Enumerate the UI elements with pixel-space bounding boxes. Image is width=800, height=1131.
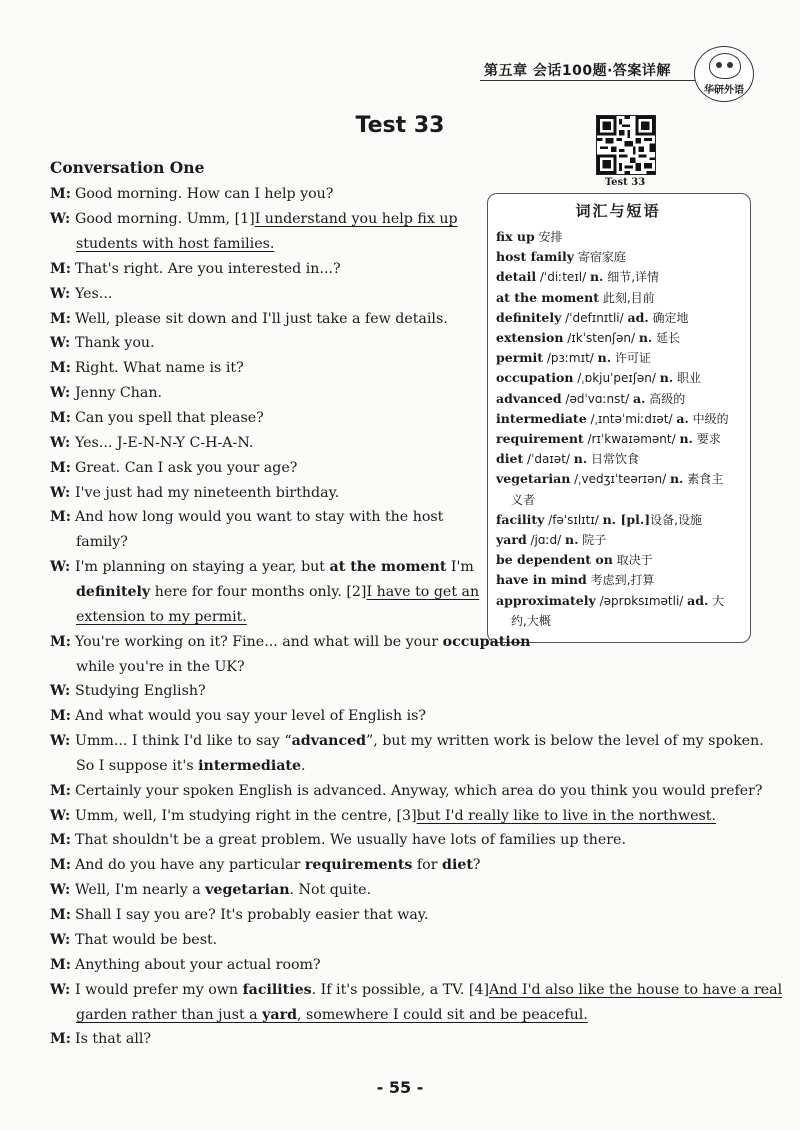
vocab-entry bbox=[496, 288, 655, 308]
vocab-d: 延长 bbox=[652, 331, 681, 345]
vocab-w: occupation bbox=[496, 370, 574, 386]
vocab-w: at the moment bbox=[496, 289, 599, 305]
vocab-d: 设备,设施 bbox=[650, 512, 702, 527]
vocab-pos: n. bbox=[638, 330, 653, 345]
vocab-p: /ˌvedʒɪˈteərɪən/ bbox=[570, 472, 670, 487]
vocab-entry bbox=[496, 227, 563, 247]
dialogue-line: W: I'm planning on staying a year, but at the moment I'm bbox=[50, 559, 474, 575]
logo-text: 华研外语 bbox=[704, 85, 744, 96]
dialogue-line-continued: family? bbox=[76, 534, 128, 550]
vocab-w: advanced bbox=[496, 390, 562, 406]
dialogue-line: W: That would be best. bbox=[50, 932, 218, 948]
dialogue-line: M: Shall I say you are? It's probably easier that way. bbox=[50, 907, 429, 923]
vocab-p: /ˈdiːteɪl/ bbox=[536, 270, 590, 285]
vocab-pos: a. bbox=[632, 390, 646, 406]
dialogue-line: W: Jenny Chan. bbox=[50, 385, 162, 401]
vocab-pos: ad. bbox=[627, 309, 649, 325]
vocab-pos: n. bbox=[589, 269, 604, 285]
vocab-w: vegetarian bbox=[496, 471, 571, 487]
section-title: Conversation One bbox=[50, 158, 205, 177]
vocab-entry-continued bbox=[511, 611, 551, 631]
vocab-d: 院子 bbox=[578, 533, 607, 547]
dialogue-line: M: Right. What name is it? bbox=[50, 360, 244, 376]
dialogue-line-continued: definitely here for four months only. [2]I have to get an bbox=[76, 584, 480, 600]
vocab-p: /əprɒksɪmətli/ bbox=[595, 593, 688, 608]
vocab-p: /fəˈsɪlɪtɪ/ bbox=[544, 512, 603, 527]
vocab-d: 考虑到,打算 bbox=[586, 573, 655, 588]
dialogue-line: M: Is that all? bbox=[50, 1031, 152, 1047]
vocab-w: host family bbox=[496, 249, 575, 265]
vocab-w: facility bbox=[496, 511, 545, 527]
vocab-entry bbox=[496, 348, 651, 368]
vocab-w: yard bbox=[496, 532, 527, 547]
vocab-d: 许可证 bbox=[611, 351, 651, 366]
test-title: Test 33 bbox=[355, 113, 445, 138]
vocab-d: 寄宿家庭 bbox=[574, 250, 626, 265]
header-rule bbox=[480, 80, 700, 81]
dialogue-line: M: That's right. Are you interested in...? bbox=[50, 261, 341, 277]
vocab-p: /pɜːmɪt/ bbox=[543, 351, 598, 366]
vocab-pos: n. bbox=[679, 431, 693, 446]
vocab-w: definitely bbox=[496, 309, 562, 325]
vocab-d: 细节,详情 bbox=[603, 270, 660, 285]
dialogue-line-continued: extension to my permit. bbox=[76, 609, 247, 625]
vocab-w: be dependent on bbox=[496, 552, 613, 568]
dialogue-line-continued: while you're in the UK? bbox=[76, 659, 245, 675]
vocab-entry bbox=[496, 469, 723, 489]
dialogue-line: W: Good morning. Umm, [1]I understand you help fix up bbox=[50, 211, 458, 227]
dialogue-line: M: And what would you say your level of English is? bbox=[50, 708, 427, 724]
dialogue-line: W: I would prefer my own facilities. If it's possible, a TV. [4]And I'd also like the house to have a real bbox=[50, 982, 783, 998]
vocab-p: /ˈdefɪnɪtli/ bbox=[561, 310, 628, 325]
vocab-pos: n. bbox=[565, 532, 579, 547]
dialogue-line: W: Well, I'm nearly a vegetarian. Not quite. bbox=[50, 882, 372, 898]
dialogue-line: M: Good morning. How can I help you? bbox=[50, 186, 334, 202]
vocab-w: diet bbox=[496, 451, 524, 467]
dialogue-line: W: Studying English? bbox=[50, 683, 206, 699]
vocab-d: 大 bbox=[708, 593, 725, 608]
vocab-entry bbox=[496, 429, 721, 449]
vocab-d: 中级的 bbox=[688, 411, 729, 426]
vocab-pos: n. bbox=[573, 451, 588, 467]
vocab-entry bbox=[496, 368, 701, 388]
vocab-d: 安排 bbox=[534, 230, 563, 244]
vocab-p: /rɪˈkwaɪəmənt/ bbox=[583, 432, 680, 446]
vocab-p: /ɪkˈstenʃən/ bbox=[563, 331, 639, 345]
vocab-p: /ədˈvɑːnst/ bbox=[561, 391, 633, 406]
dialogue-line: W: Yes... bbox=[50, 286, 113, 302]
vocab-w: requirement bbox=[496, 431, 584, 446]
dialogue-line: W: Thank you. bbox=[50, 335, 155, 351]
vocab-w: detail bbox=[496, 269, 537, 285]
vocab-entry bbox=[496, 308, 689, 328]
vocab-p: /ˈdaɪət/ bbox=[523, 452, 574, 467]
vocab-pos: a. bbox=[676, 410, 689, 426]
vocab-w: have in mind bbox=[496, 572, 587, 588]
dialogue-line: M: Well, please sit down and I'll just take a few details. bbox=[50, 311, 448, 327]
dialogue-line-continued: So I suppose it's intermediate. bbox=[76, 758, 306, 774]
vocab-pos: ad. bbox=[687, 592, 709, 608]
vocab-d: 职业 bbox=[673, 371, 702, 386]
dialogue-line: M: Anything about your actual room? bbox=[50, 957, 321, 973]
vocab-d: 高级的 bbox=[645, 391, 686, 406]
vocab-d: 要求 bbox=[692, 432, 721, 446]
vocab-d: 此刻,目前 bbox=[599, 290, 655, 305]
vocab-w: intermediate bbox=[496, 410, 587, 426]
vocab-entry bbox=[496, 267, 659, 287]
vocab-pos: n. bbox=[669, 471, 684, 487]
dialogue-line: W: Umm... I think I'd like to say “advanced”, but my written work is below the level of my spoken. bbox=[50, 733, 764, 749]
dialogue-line: M: Can you spell that please? bbox=[50, 410, 264, 426]
dialogue-line: M: Certainly your spoken English is advanced. Anyway, which area do you think you would prefer? bbox=[50, 783, 763, 799]
dialogue-line-continued: students with host families. bbox=[76, 236, 275, 252]
qr-caption: Test 33 bbox=[604, 177, 646, 188]
chapter-header: 第五章 会话100题·答案详解 bbox=[484, 63, 671, 79]
vocab-d: 素食主 bbox=[683, 472, 724, 487]
vocab-pos: n. bbox=[659, 370, 674, 386]
vocabulary-title: 词汇与短语 bbox=[575, 202, 661, 220]
vocab-d: 取决于 bbox=[612, 553, 653, 568]
vocab-p: /jɑːd/ bbox=[526, 533, 566, 547]
vocab-entry bbox=[496, 530, 606, 550]
vocab-entry bbox=[496, 510, 702, 530]
vocab-w: permit bbox=[496, 350, 544, 366]
vocab-w: fix up bbox=[496, 229, 535, 244]
page-number: - 55 - bbox=[376, 1078, 424, 1097]
dialogue-line: M: Great. Can I ask you your age? bbox=[50, 460, 298, 476]
vocab-pos: n. [pl.] bbox=[602, 511, 651, 527]
dialogue-line: M: And do you have any particular requirements for diet? bbox=[50, 857, 481, 873]
vocab-p: /ˌɪntəˈmiːdɪət/ bbox=[586, 411, 677, 426]
vocab-entry bbox=[496, 550, 653, 570]
dialogue-line: M: That shouldn't be a great problem. We usually have lots of families up there. bbox=[50, 832, 626, 848]
vocab-w: approximately bbox=[496, 592, 596, 608]
dialogue-line: W: Yes... J-E-N-N-Y C-H-A-N. bbox=[50, 435, 254, 451]
frog-logo-icon bbox=[694, 46, 754, 102]
dialogue-line: W: I've just had my nineteenth birthday. bbox=[50, 485, 340, 501]
vocab-entry bbox=[496, 409, 729, 429]
dialogue-line: M: You're working on it? Fine... and what will be your occupation bbox=[50, 634, 531, 650]
vocab-w: extension bbox=[496, 330, 564, 345]
vocab-d: 确定地 bbox=[648, 310, 689, 325]
vocab-entry bbox=[496, 449, 639, 469]
vocab-entry bbox=[496, 389, 685, 409]
vocab-entry bbox=[496, 247, 626, 267]
vocab-p: /ˌɒkjuˈpeɪʃən/ bbox=[573, 371, 660, 386]
vocab-d: 日常饮食 bbox=[587, 452, 640, 467]
vocab-d2: 约,大概 bbox=[511, 613, 551, 628]
vocab-entry bbox=[496, 591, 724, 611]
vocab-pos: n. bbox=[597, 350, 612, 366]
vocab-entry-continued bbox=[511, 490, 535, 510]
dialogue-line: W: Umm, well, I'm studying right in the centre, [3]but I'd really like to live in the northwest. bbox=[50, 808, 716, 824]
dialogue-line: M: And how long would you want to stay with the host bbox=[50, 509, 444, 525]
dialogue-line-continued: garden rather than just a yard, somewhere I could sit and be peaceful. bbox=[76, 1007, 588, 1023]
vocab-entry bbox=[496, 570, 654, 590]
vocab-entry bbox=[496, 328, 680, 348]
vocab-d2: 义者 bbox=[511, 492, 536, 507]
qr-code-icon[interactable] bbox=[596, 115, 656, 175]
